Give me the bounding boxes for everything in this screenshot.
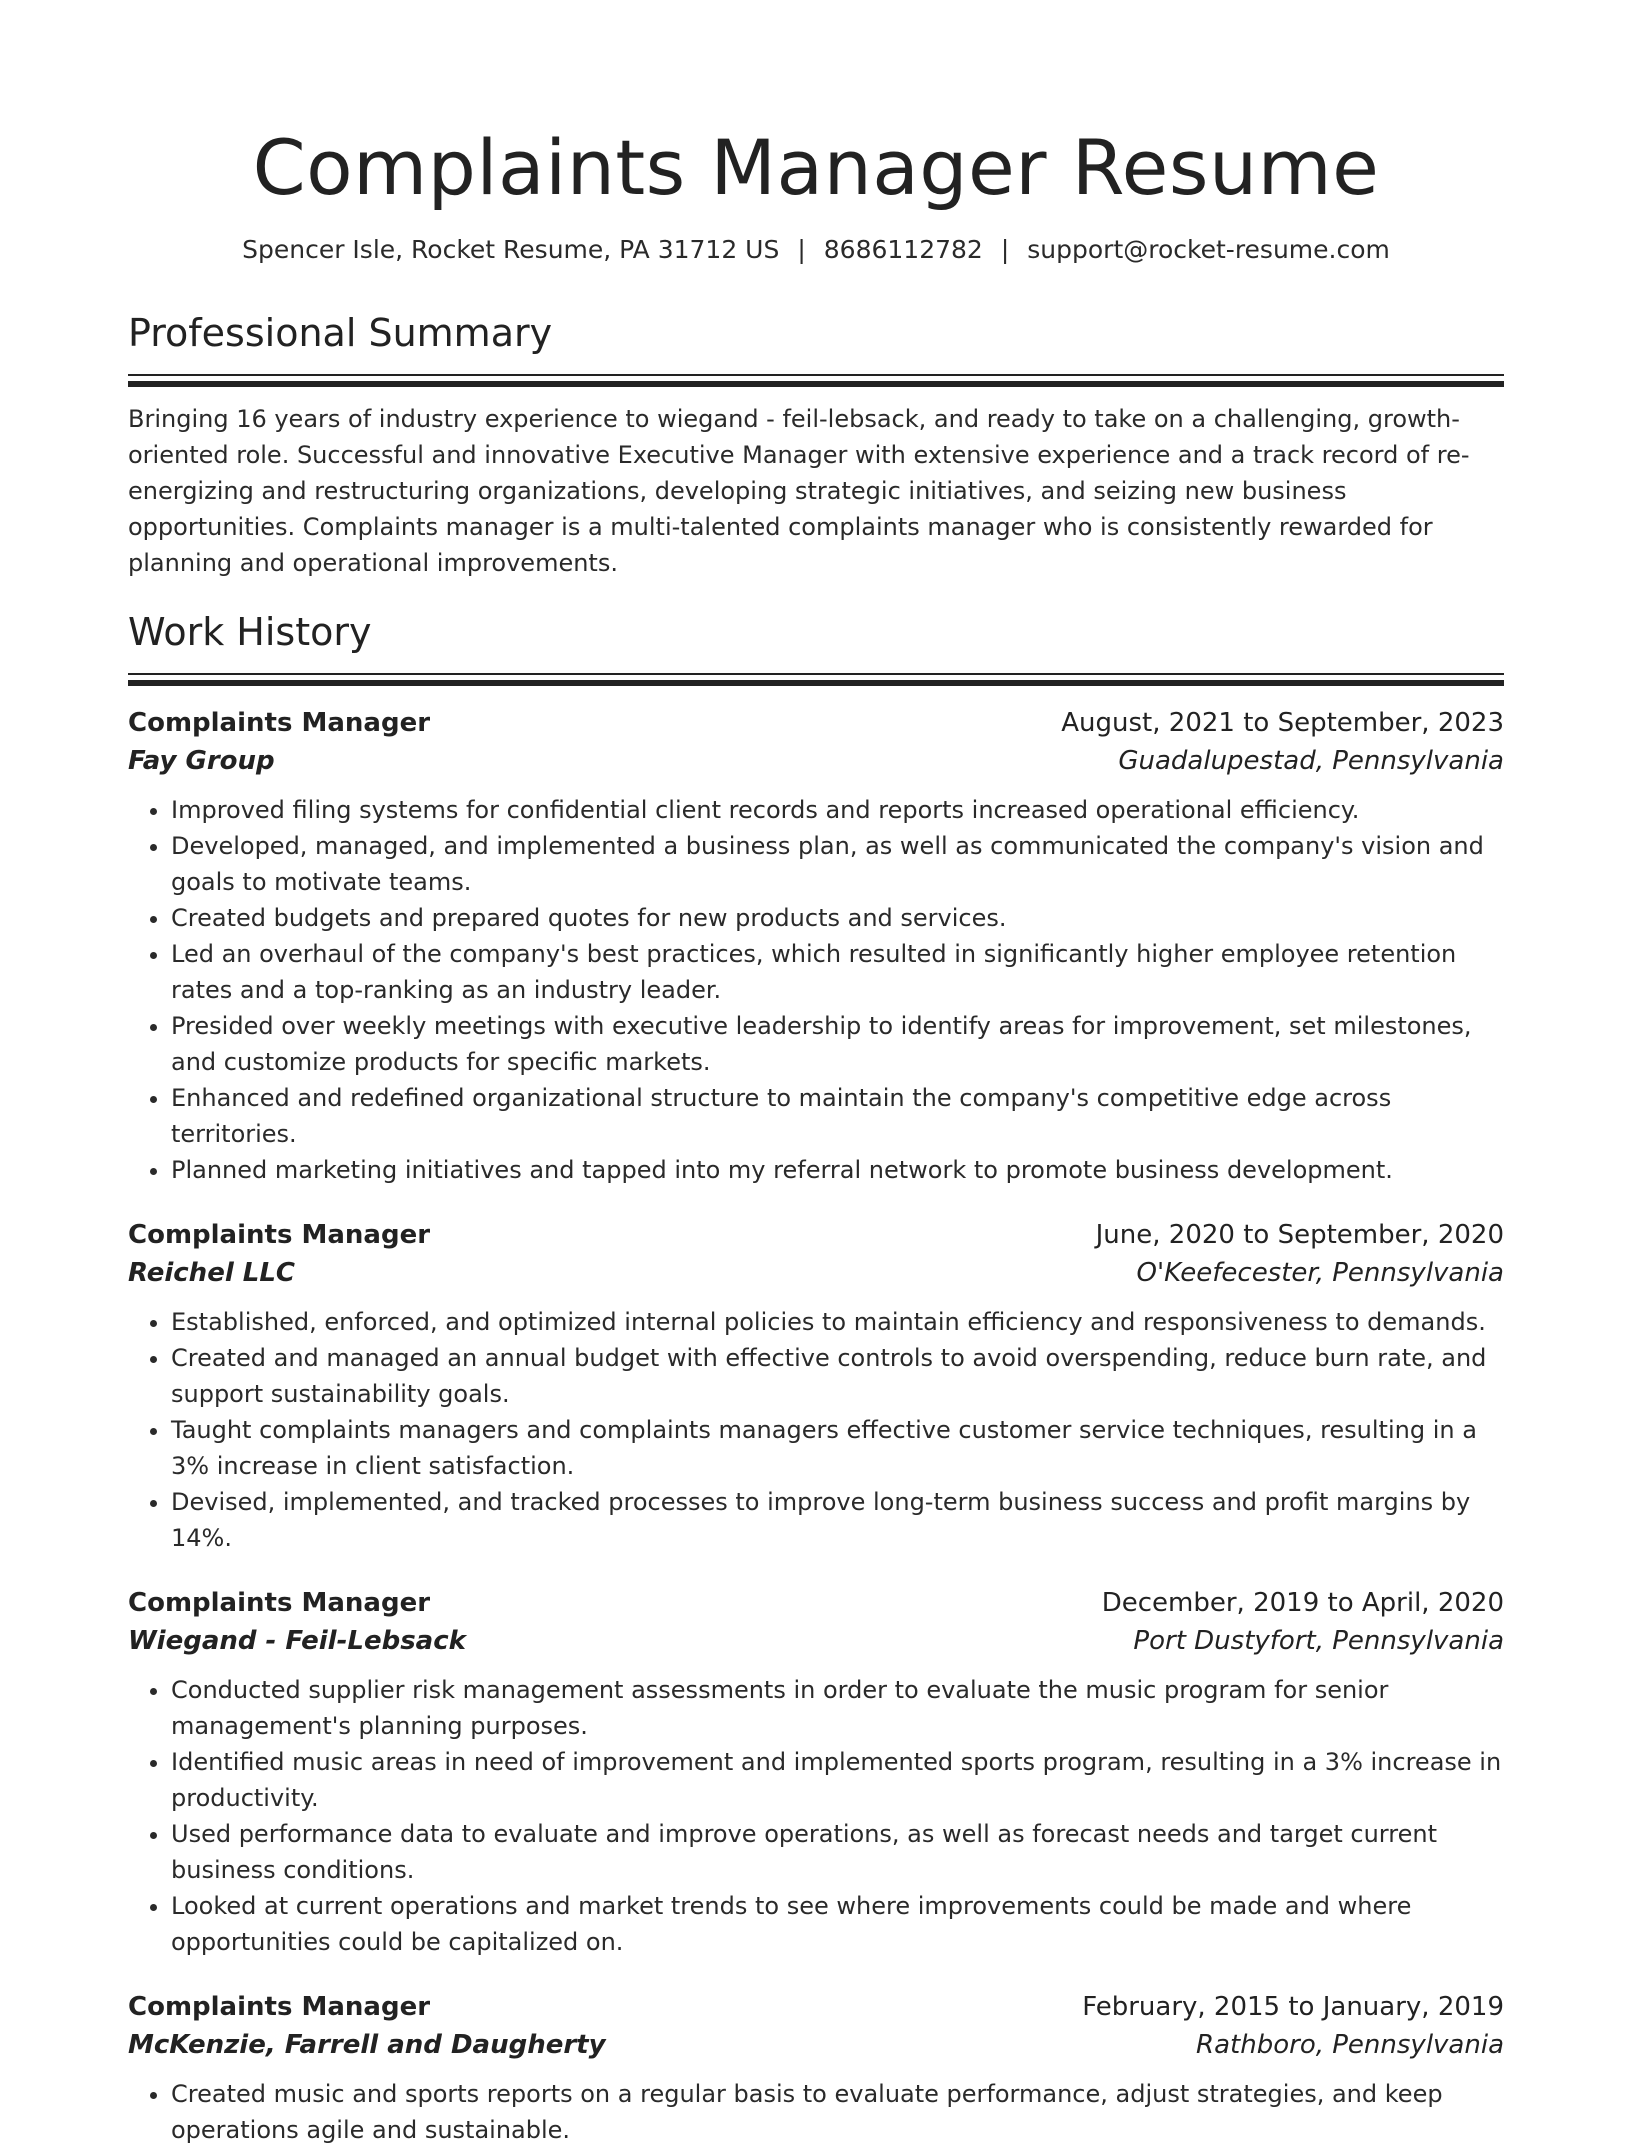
job-bullet: • Used performance data to evaluate and improve operations, as well as forecast needs and target current business conditions. [171, 1816, 1504, 1888]
job-bullet: • Planned marketing initiatives and tapped into my referral network to promote business development. [171, 1152, 1504, 1188]
job-bullet: • Enhanced and redefined organizational structure to maintain the company's competitive edge across territories. [171, 1080, 1504, 1152]
job-bullet: • Led an overhaul of the company's best practices, which resulted in significantly higher employee retention rates and a top-ranking as an industry leader. [171, 936, 1504, 1008]
job-location: Rathboro, Pennsylvania [1196, 2030, 1504, 2060]
contact-line [128, 234, 1504, 266]
job-bullet: • Taught complaints managers and complaints managers effective customer service techniques, resulting in a 3% increase in client satisfaction. [171, 1412, 1504, 1484]
job-dates: August, 2021 to September, 2023 [1061, 708, 1504, 738]
job-subheader-row [128, 2026, 1504, 2064]
work-history-list [128, 704, 1504, 2148]
job-dates: June, 2020 to September, 2020 [1095, 1220, 1504, 1250]
contact-separator: | [1000, 235, 1010, 264]
job-header-row [128, 704, 1504, 742]
job-bullet: • Established, enforced, and optimized internal policies to maintain efficiency and responsiveness to demands. [171, 1304, 1504, 1340]
job-subheader-row [128, 1622, 1504, 1660]
job-entry [128, 1584, 1504, 1960]
job-dates: February, 2015 to January, 2019 [1082, 1992, 1504, 2022]
job-title: Complaints Manager [128, 708, 431, 738]
job-bullet: • Looked at current operations and market trends to see where improvements could be made and where opportunities could be capitalized on. [171, 1888, 1504, 1960]
job-header-row [128, 1584, 1504, 1622]
company-name: Fay Group [128, 746, 275, 776]
job-dates: December, 2019 to April, 2020 [1101, 1588, 1504, 1618]
job-bullet: • Developed, managed, and implemented a business plan, as well as communicated the company's vision and goals to motivate teams. [171, 828, 1504, 900]
section-divider-thick [128, 381, 1504, 387]
contact-phone: 8686112782 [823, 235, 983, 264]
contact-email: support@rocket-resume.com [1027, 235, 1390, 264]
job-bullet: • Created music and sports reports on a regular basis to evaluate performance, adjust strategies, and keep operations agile and sustainable. [171, 2076, 1504, 2148]
job-location: O'Keefecester, Pennsylvania [1136, 1258, 1504, 1288]
job-bullet: • Created budgets and prepared quotes for new products and services. [171, 900, 1504, 936]
job-bullet: • Created and managed an annual budget with effective controls to avoid overspending, reduce burn rate, and support sustainability goals. [171, 1340, 1504, 1412]
resume-title: Complaints Manager Resume [252, 123, 1380, 212]
job-title: Complaints Manager [128, 1588, 431, 1618]
contact-separator: | [797, 235, 806, 264]
company-name: Wiegand - Feil-Lebsack [128, 1626, 466, 1656]
job-subheader-row [128, 742, 1504, 780]
company-name: Reichel LLC [128, 1258, 296, 1288]
job-header-row [128, 1216, 1504, 1254]
job-location: Guadalupestad, Pennsylvania [1118, 746, 1504, 776]
resume-page [128, 0, 1504, 2148]
job-title: Complaints Manager [128, 1220, 431, 1250]
job-entry [128, 704, 1504, 1188]
job-entry [128, 1216, 1504, 1556]
job-bullet: • Conducted supplier risk management assessments in order to evaluate the music program for senior management's planning purposes. [171, 1672, 1504, 1744]
contact-address: Spencer Isle, Rocket Resume, PA 31712 US [242, 235, 780, 264]
job-bullet: • Improved filing systems for confidential client records and reports increased operational efficiency. [171, 792, 1504, 828]
section-heading-work-history: Work History [128, 610, 372, 654]
section-divider-thin [128, 374, 1504, 376]
job-bullet-list [128, 1672, 1504, 1960]
section-divider-thick [128, 680, 1504, 686]
job-bullet: • Identified music areas in need of improvement and implemented sports program, resulting in a 3% increase in productivity. [171, 1744, 1504, 1816]
job-location: Port Dustyfort, Pennsylvania [1133, 1626, 1504, 1656]
job-bullet: • Presided over weekly meetings with executive leadership to identify areas for improvement, set milestones, and customize products for specific markets. [171, 1008, 1504, 1080]
job-bullet-list [128, 2076, 1504, 2148]
section-heading-summary: Professional Summary [128, 311, 553, 355]
job-bullet-list [128, 792, 1504, 1188]
job-bullet: • Devised, implemented, and tracked processes to improve long-term business success and profit margins by 14%. [171, 1484, 1504, 1556]
company-name: McKenzie, Farrell and Daugherty [128, 2030, 606, 2060]
job-entry [128, 1988, 1504, 2148]
job-header-row [128, 1988, 1504, 2026]
summary-text: Bringing 16 years of industry experience to wiegand - feil-lebsack, and ready to take on a challenging, growth-oriented role. Successful and innovative Executive Manager with extensive experience and a track record of re-energizing and restructuring organizations, developing strategic initiatives, and seizing new business opportunities. Complaints manager is a multi-talented complaints manager who is consistently rewarded for planning and operational improvements. [128, 405, 1470, 577]
job-title: Complaints Manager [128, 1992, 431, 2022]
job-bullet-list [128, 1304, 1504, 1556]
section-divider-thin [128, 673, 1504, 675]
job-subheader-row [128, 1254, 1504, 1292]
